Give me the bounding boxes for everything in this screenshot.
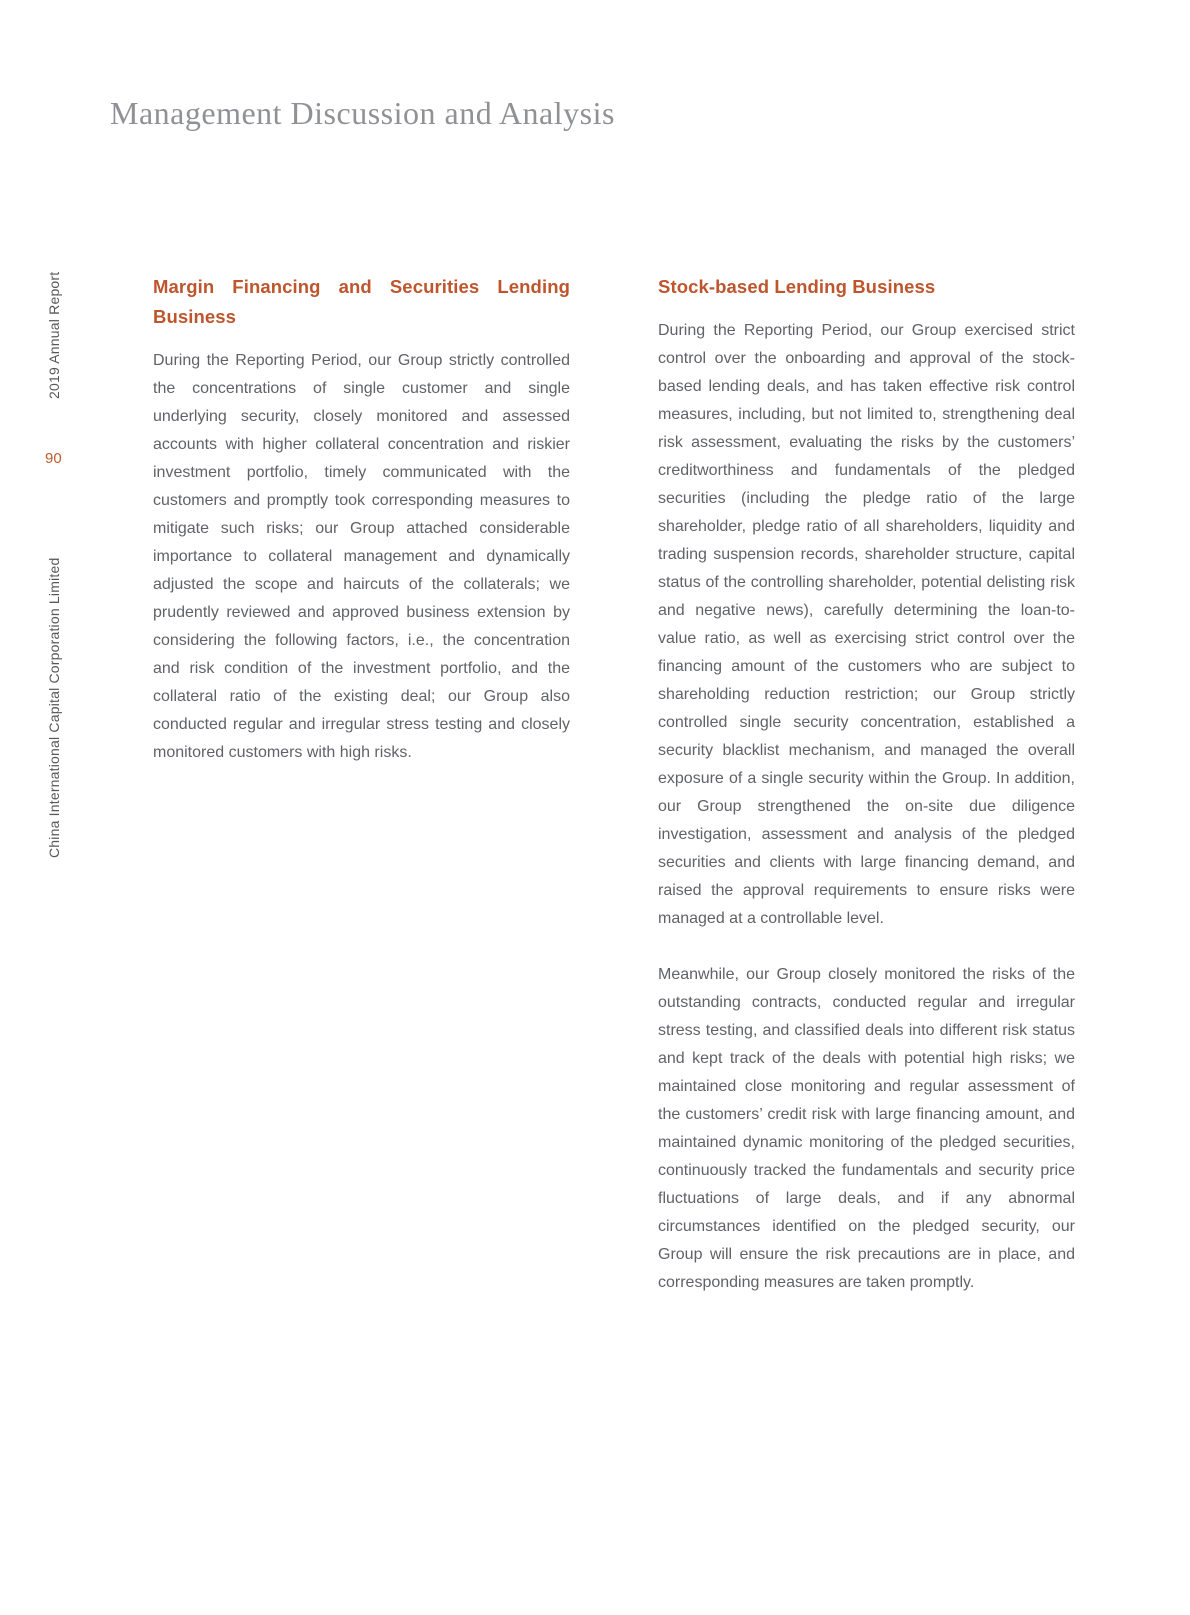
right-column bbox=[658, 272, 1075, 1325]
stock-based-lending-paragraph-2: Meanwhile, our Group closely monitored the risks of the outstanding contracts, conducted regular and irregular stress testing, and classified deals into different risk status and kept track of the deals with potential high risks; we maintained close monitoring and regular assessment of the customers’ credit risk with large financing amount, and maintained dynamic monitoring of the pledged securities, continuously tracked the fundamentals and security price fluctuations of large deals, and if any abnormal circumstances identified on the pledged security, our Group will ensure the risk precautions are in place, and corresponding measures are taken promptly. bbox=[658, 966, 1075, 1291]
page-title: Management Discussion and Analysis bbox=[110, 95, 615, 132]
page-number: 90 bbox=[45, 450, 62, 467]
sidebar-company-label: China International Capital Corporation Limited bbox=[46, 557, 62, 858]
margin-financing-paragraph: During the Reporting Period, our Group strictly controlled the concentrations of single customer and single underlying security, closely monitored and assessed accounts with higher collateral concentration and riskier investment portfolio, timely communicated with the customers and promptly took corresponding measures to mitigate such risks; our Group attached considerable importance to collateral management and dynamically adjusted the scope and haircuts of the collaterals; we prudently reviewed and approved business extension by considering the following factors, i.e., the concentration and risk condition of the investment portfolio, and the collateral ratio of the existing deal; our Group also conducted regular and irregular stress testing and closely monitored customers with high risks. bbox=[153, 352, 570, 761]
section-heading-margin-financing: Margin Financing and Securities Lending Business bbox=[153, 276, 570, 327]
sidebar-report-label: 2019 Annual Report bbox=[46, 271, 62, 399]
section-heading-stock-based-lending: Stock-based Lending Business bbox=[658, 276, 936, 297]
main-content bbox=[153, 272, 1075, 1325]
left-column bbox=[153, 272, 570, 1325]
stock-based-lending-paragraph-1: During the Reporting Period, our Group exercised strict control over the onboarding and approval of the stock-based lending deals, and has taken effective risk control measures, including, but not limited to, strengthening deal risk assessment, evaluating the risks by the customers’ creditworthiness and fundamentals of the pledged securities (including the pledge ratio of the large shareholder, pledge ratio of all shareholders, liquidity and trading suspension records, shareholder structure, capital status of the controlling shareholder, potential delisting risk and negative news), carefully determining the loan-to-value ratio, as well as exercising strict control over the financing amount of the customers who are subject to shareholding reduction restriction; our Group strictly controlled single security concentration, established a security blacklist mechanism, and managed the overall exposure of a single security within the Group. In addition, our Group strengthened the on-site due diligence investigation, assessment and analysis of the pledged securities and clients with large financing demand, and raised the approval requirements to ensure risks were managed at a controllable level. bbox=[658, 322, 1075, 927]
